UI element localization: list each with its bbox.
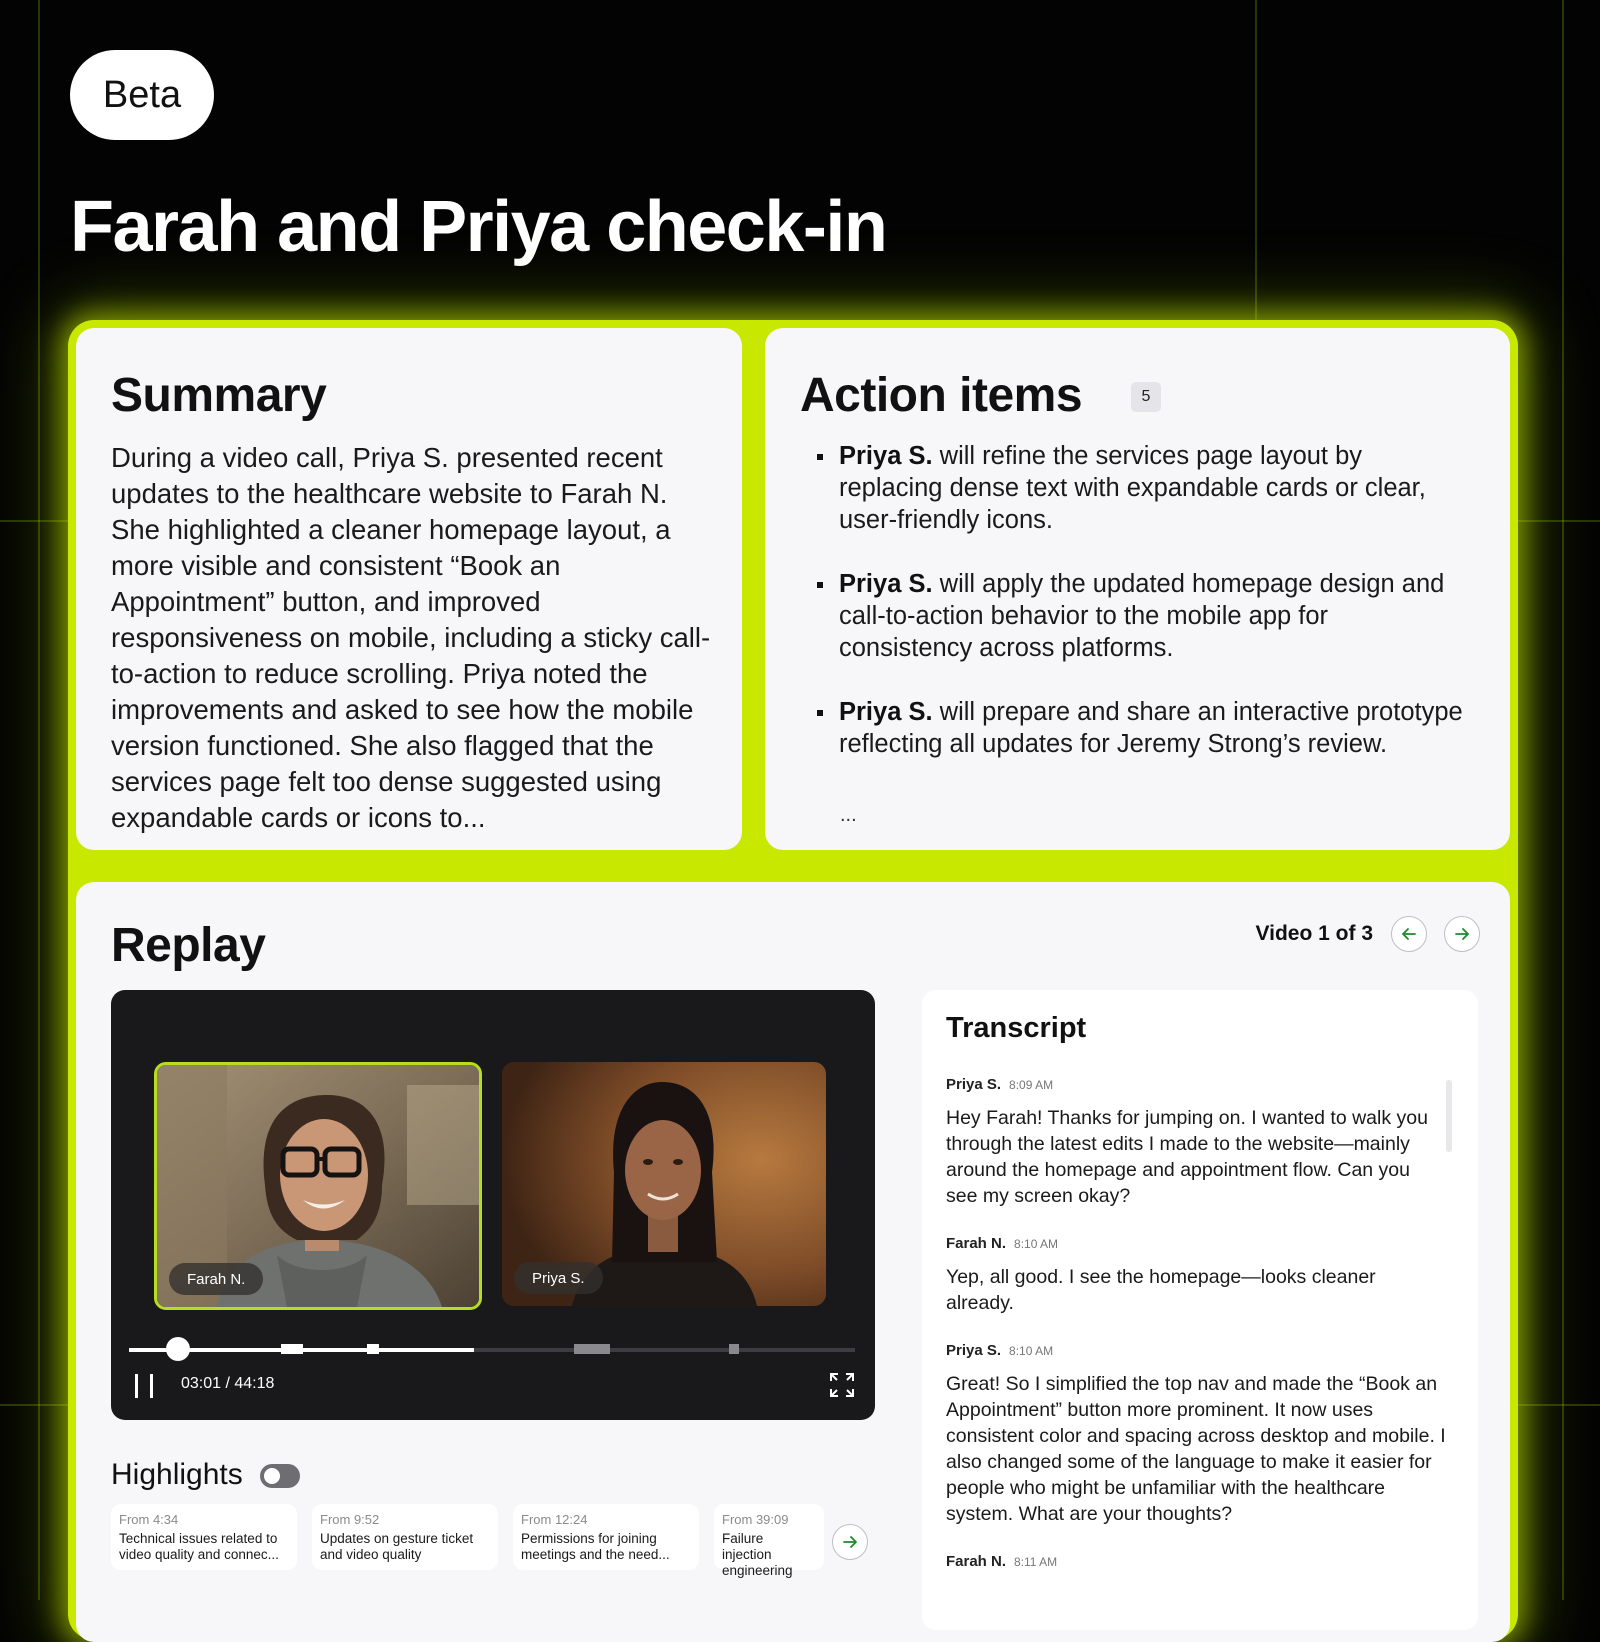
summary-text: During a video call, Priya S. presented recent updates to the healthcare website to Farah N. She highlighted a cleaner homepage layout, a more visible and consistent “Book an Appointment” button, and improved responsiveness on mobile, including a sticky call-to-action to reduce scrolling. Priya noted the improvements and asked to see how the mobile version functioned. She also flagged that the services page felt too dense suggested using expandable cards or icons to... bbox=[111, 442, 711, 833]
video-pager bbox=[1256, 916, 1480, 952]
transcript-title: Transcript bbox=[946, 1012, 1087, 1044]
highlight-text: Technical issues related to video quality and connec... bbox=[119, 1531, 279, 1562]
speaker-name: Priya S. bbox=[946, 1342, 1002, 1359]
message-time: 8:11 AM bbox=[1014, 1555, 1058, 1569]
action-item-owner: Priya S. bbox=[839, 570, 933, 598]
action-items-card bbox=[765, 328, 1510, 850]
replay-card bbox=[76, 882, 1510, 1642]
highlight-marker[interactable] bbox=[281, 1344, 303, 1354]
highlights-next-button[interactable] bbox=[832, 1524, 868, 1560]
highlight-marker[interactable] bbox=[367, 1344, 379, 1354]
action-items-list bbox=[805, 440, 1465, 792]
transcript-panel bbox=[922, 990, 1478, 1630]
highlight-text: Permissions for joining meetings and the need... bbox=[521, 1531, 670, 1562]
arrow-left-icon bbox=[1400, 925, 1418, 943]
highlight-time: From 12:24 bbox=[521, 1512, 588, 1527]
highlights-title: Highlights bbox=[111, 1458, 243, 1491]
speaker-name: Farah N. bbox=[946, 1553, 1007, 1570]
transcript-message bbox=[946, 1076, 1446, 1209]
action-item-owner: Priya S. bbox=[839, 442, 933, 470]
action-item-text: will refine the services page layout by replacing dense text with expandable cards or clear, user-friendly icons. bbox=[839, 442, 1426, 534]
pause-icon bbox=[135, 1374, 138, 1398]
transcript-message bbox=[946, 1553, 1446, 1570]
participant-name-tag: Priya S. bbox=[514, 1262, 603, 1294]
transcript-list bbox=[946, 1076, 1446, 1596]
more-items-ellipsis[interactable]: ... bbox=[840, 804, 857, 826]
participant-tile-farah[interactable] bbox=[154, 1062, 482, 1310]
action-item bbox=[805, 568, 1465, 664]
fullscreen-icon[interactable] bbox=[829, 1372, 855, 1398]
highlight-time: From 9:52 bbox=[320, 1512, 380, 1527]
beta-badge: Beta bbox=[70, 50, 214, 140]
action-item bbox=[805, 440, 1465, 536]
highlight-marker[interactable] bbox=[729, 1344, 739, 1354]
message-text: Hey Farah! Thanks for jumping on. I wanted to walk you through the latest edits I made to the website—mainly around the homepage and appointment flow. Can you see my screen okay? bbox=[946, 1107, 1428, 1207]
previous-video-button[interactable] bbox=[1391, 916, 1427, 952]
playback-time: 03:01 / 44:18 bbox=[181, 1375, 275, 1392]
action-item-text: will prepare and share an interactive prototype reflecting all updates for Jeremy Strong’s review. bbox=[839, 698, 1463, 758]
action-item bbox=[805, 696, 1465, 760]
summary-card bbox=[76, 328, 742, 850]
message-text: Yep, all good. I see the homepage—looks cleaner already. bbox=[946, 1266, 1376, 1314]
speaker-name: Farah N. bbox=[946, 1235, 1007, 1252]
grid-line bbox=[38, 0, 40, 1600]
pause-icon bbox=[150, 1374, 153, 1398]
meeting-frame bbox=[68, 320, 1518, 1640]
message-time: 8:09 AM bbox=[1009, 1078, 1054, 1092]
playback-timeline[interactable] bbox=[129, 1348, 855, 1352]
video-player[interactable] bbox=[111, 990, 875, 1420]
transcript-message bbox=[946, 1342, 1446, 1527]
action-items-count: 5 bbox=[1131, 382, 1161, 412]
transcript-message bbox=[946, 1235, 1446, 1316]
participant-name-tag: Farah N. bbox=[169, 1263, 263, 1295]
highlight-time: From 4:34 bbox=[119, 1512, 179, 1527]
highlight-card[interactable] bbox=[312, 1504, 498, 1570]
replay-title: Replay bbox=[111, 919, 266, 972]
action-items-title: Action items bbox=[800, 369, 1083, 422]
highlights-toggle[interactable] bbox=[260, 1464, 300, 1488]
next-video-button[interactable] bbox=[1444, 916, 1480, 952]
page-title: Farah and Priya check-in bbox=[70, 187, 887, 267]
action-item-owner: Priya S. bbox=[839, 698, 933, 726]
highlight-text: Updates on gesture ticket and video quality bbox=[320, 1531, 474, 1562]
grid-line bbox=[1562, 0, 1564, 1600]
action-item-text: will apply the updated homepage design and call-to-action behavior to the mobile app for consistency across platforms. bbox=[839, 570, 1445, 662]
speaker-name: Priya S. bbox=[946, 1076, 1002, 1093]
participant-tile-priya[interactable] bbox=[502, 1062, 826, 1306]
highlight-time: From 39:09 bbox=[722, 1512, 789, 1527]
message-text: Great! So I simplified the top nav and made the “Book an Appointment” button more prominent. It now uses consistent color and spacing across desktop and mobile. I also changed some of the language to make it easier for people who might be unfamiliar with the healthcare system. What are your thoughts? bbox=[946, 1373, 1446, 1525]
summary-title: Summary bbox=[111, 369, 327, 422]
message-time: 8:10 AM bbox=[1009, 1344, 1054, 1358]
playhead-handle[interactable] bbox=[166, 1337, 190, 1361]
highlight-marker[interactable] bbox=[574, 1344, 610, 1354]
highlight-card[interactable] bbox=[513, 1504, 699, 1570]
highlight-card[interactable] bbox=[111, 1504, 297, 1570]
arrow-right-icon bbox=[1453, 925, 1471, 943]
highlight-text: Failure injection engineering bbox=[722, 1531, 793, 1578]
arrow-right-icon bbox=[841, 1533, 859, 1551]
pause-button[interactable] bbox=[135, 1374, 153, 1398]
message-time: 8:10 AM bbox=[1014, 1237, 1059, 1251]
transcript-scrollbar[interactable] bbox=[1446, 1080, 1452, 1152]
video-pager-label: Video 1 of 3 bbox=[1255, 922, 1373, 945]
highlight-card[interactable] bbox=[714, 1504, 824, 1578]
